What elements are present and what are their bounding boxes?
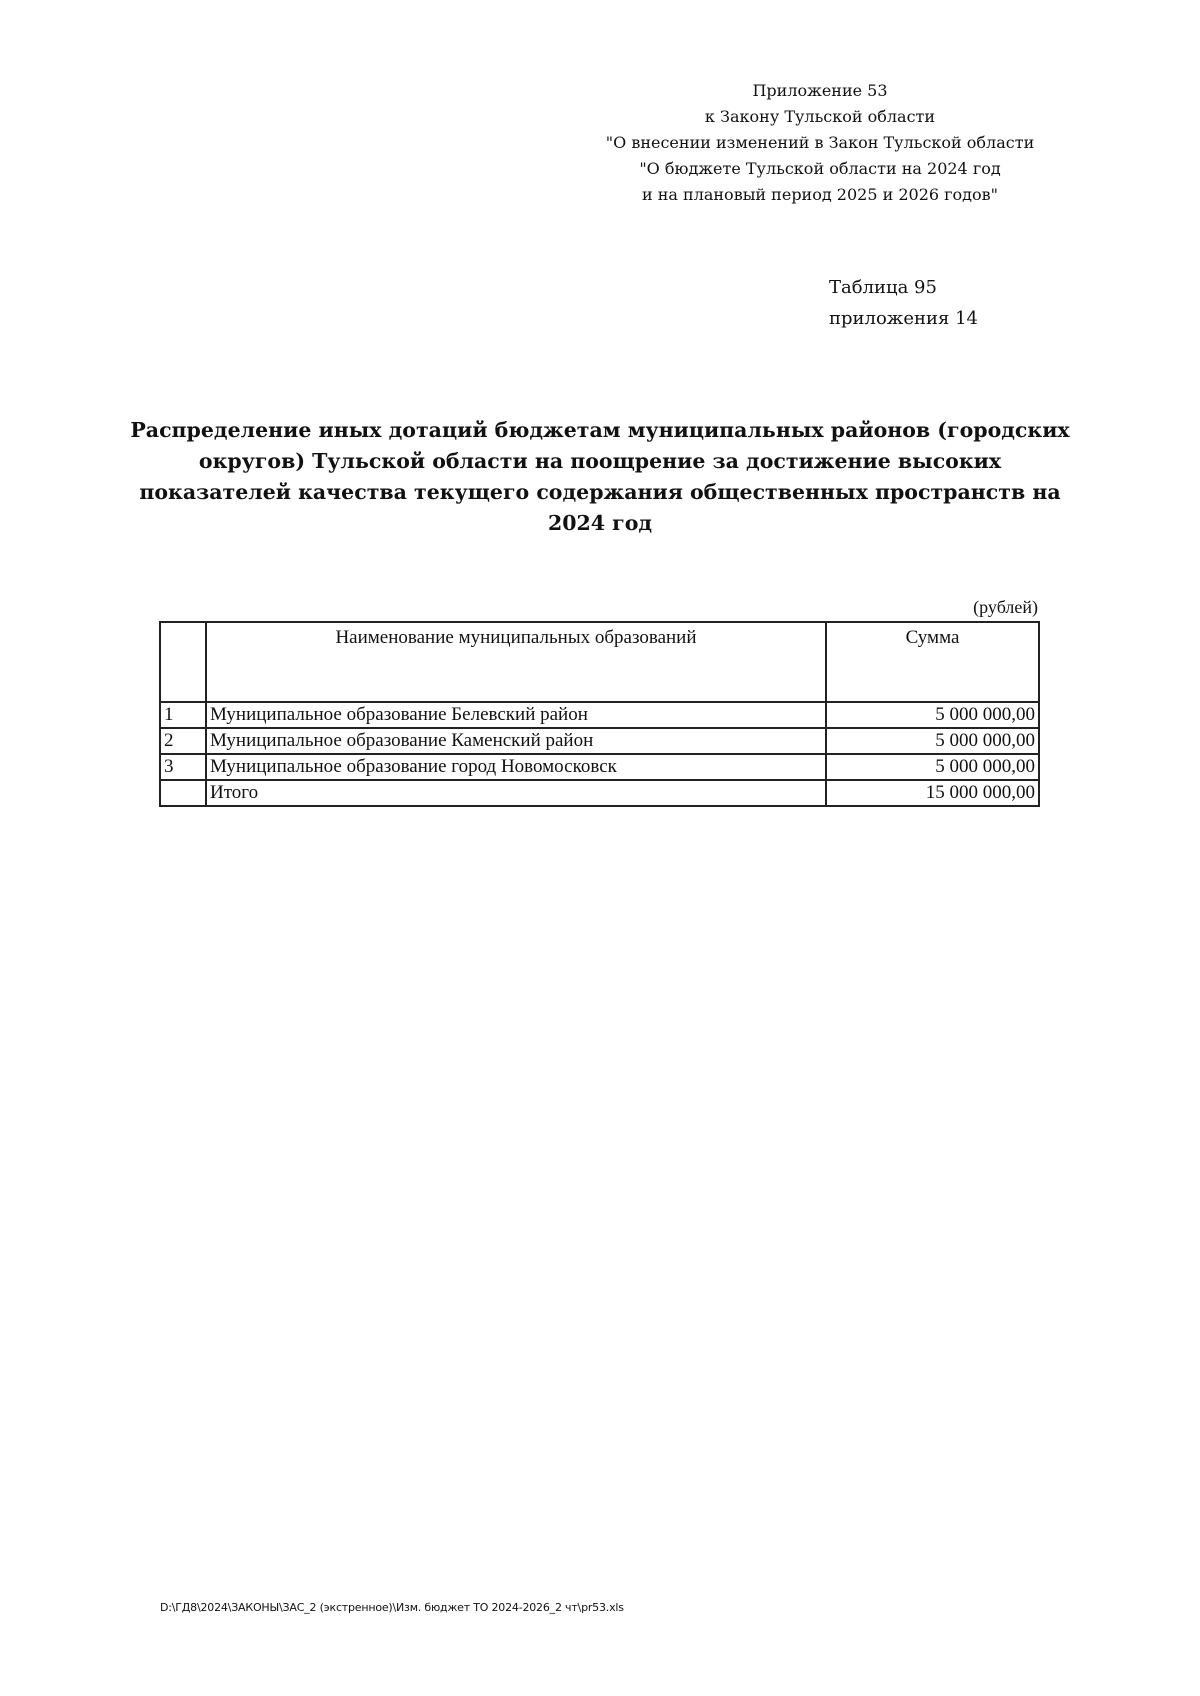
total-sum: 15 000 000,00 — [826, 780, 1039, 806]
table-reference — [829, 272, 978, 334]
appendix-line: "О бюджете Тульской области на 2024 год — [639, 159, 1001, 178]
file-path-footer: D:\ГД8\2024\ЗАКОНЫ\ЗАС_2 (экстренное)\Изм. бюджет ТО 2024-2026_2 чт\pr53.xls — [160, 1601, 624, 1614]
table-total-row — [160, 780, 1039, 806]
row-name: Муниципальное образование город Новомосковск — [206, 754, 826, 780]
units-label: (рублей) — [973, 597, 1038, 617]
total-label: Итого — [206, 780, 826, 806]
row-sum: 5 000 000,00 — [826, 728, 1039, 754]
row-number: 1 — [160, 702, 206, 728]
row-name: Муниципальное образование Каменский район — [206, 728, 826, 754]
table-row — [160, 754, 1039, 780]
column-header-sum: Сумма — [826, 622, 1039, 702]
row-name: Муниципальное образование Белевский район — [206, 702, 826, 728]
appendix-line: Приложение 53 — [752, 81, 888, 100]
row-sum: 5 000 000,00 — [826, 702, 1039, 728]
distribution-table — [159, 621, 1040, 807]
row-number: 3 — [160, 754, 206, 780]
total-number — [160, 780, 206, 806]
table-row — [160, 728, 1039, 754]
row-number: 2 — [160, 728, 206, 754]
column-header-number — [160, 622, 206, 702]
column-header-name: Наименование муниципальных образований — [206, 622, 826, 702]
appendix-line: и на плановый период 2025 и 2026 годов" — [641, 185, 999, 204]
table-ref-line: приложения 14 — [829, 308, 978, 329]
document-title: Распределение иных дотаций бюджетам муниципальных районов (городских округов) Тульской области на поощрение за достижение высоких показателей качества текущего содержания общественных пространств на 2024 год — [130, 418, 1070, 535]
row-sum: 5 000 000,00 — [826, 754, 1039, 780]
appendix-reference — [600, 78, 1040, 208]
table-ref-line: Таблица 95 — [829, 277, 937, 298]
appendix-line: "О внесении изменений в Закон Тульской области — [605, 133, 1035, 152]
appendix-line: к Закону Тульской области — [704, 107, 936, 126]
table-header-row — [160, 622, 1039, 702]
table-row — [160, 702, 1039, 728]
